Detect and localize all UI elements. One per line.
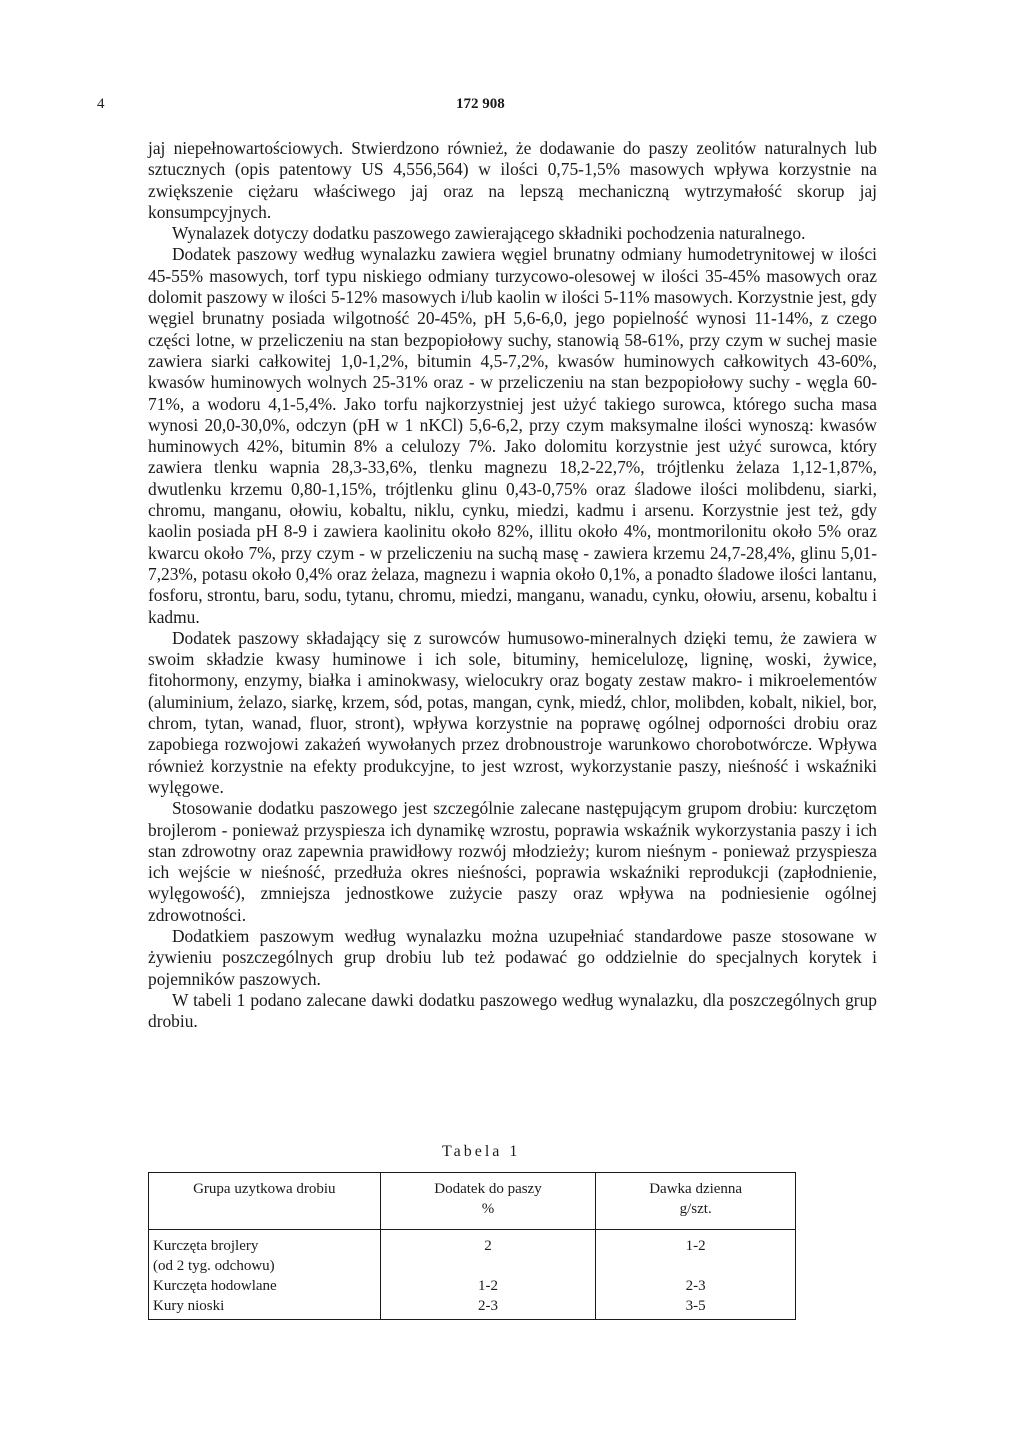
cell-group: Kury nioski <box>149 1296 381 1320</box>
cell-group: Kurczęta brojlery <box>149 1230 381 1257</box>
paragraph-1: jaj niepełnowartościowych. Stwierdzono również, że dodawanie do paszy zeolitów naturalnych lub sztucznych (opis patentowy US 4,556,564) w ilości 0,75-1,5% masowych wpływa korzystnie na zwiększenie ciężaru właściwego jaj oraz na lepszą mechaniczną wytrzymałość skorup jaj konsumpcyjnych. <box>148 138 877 222</box>
table-row <box>149 1296 796 1320</box>
page-number: 4 <box>97 96 105 112</box>
header-group: Grupa uzytkowa drobiu <box>149 1173 381 1230</box>
cell-dose <box>596 1256 796 1276</box>
cell-additive: 1-2 <box>380 1276 596 1296</box>
patent-number: 172 908 <box>456 96 505 112</box>
paragraph-4: Dodatek paszowy składający się z surowców humusowo-mineralnych dzięki temu, że zawiera w swoim składzie kwasy huminowe i ich sole, bituminy, hemicelulozę, ligninę, woski, żywice, fitohormony, enzymy, białka i aminokwasy, wielocukry oraz bogaty zestaw makro- i mikroelementów (aluminium, żelazo, siarkę, krzem, sód, potas, mangan, cynk, miedź, chlor, molibden, kobalt, nikiel, bor, chrom, tytan, wanad, fluor, stront), wpływa korzystnie na poprawę ogólnej odporności drobiu oraz zapobiega rozwojowi zakażeń wywołanych przez drobnoustroje warunkowo chorobotwórcze. Wpływa również korzystnie na efekty produkcyjne, to jest wzrost, wykorzystanie paszy, nieśność i wskaźniki wylęgowe. <box>148 627 877 797</box>
paragraph-2: Wynalazek dotyczy dodatku paszowego zawierającego składniki pochodzenia naturalnego. <box>172 223 806 244</box>
table-row <box>149 1276 796 1296</box>
cell-dose: 2-3 <box>596 1276 796 1296</box>
table-caption: Tabela 1 <box>442 1143 521 1160</box>
header-dose: Dawka dzienna g/szt. <box>596 1173 796 1230</box>
cell-dose: 3-5 <box>596 1296 796 1320</box>
table-row <box>149 1256 796 1276</box>
table-row <box>149 1230 796 1257</box>
cell-dose: 1-2 <box>596 1230 796 1257</box>
table-header-row <box>149 1173 796 1230</box>
paragraph-7: W tabeli 1 podano zalecane dawki dodatku paszowego według wynalazku, dla poszczególnych grup drobiu. <box>148 989 877 1032</box>
cell-group: (od 2 tyg. odchowu) <box>149 1256 381 1276</box>
body-text <box>148 138 877 1032</box>
paragraph-3: Dodatek paszowy według wynalazku zawiera węgiel brunatny odmiany humodetrynitowej w ilości 45-55% masowych, torf typu niskiego odmiany turzycowo-olesowej w ilości 35-45% masowych oraz dolomit paszowy w ilości 5-12% masowych i/lub kaolin w ilości 5-11% masowych. Korzystnie jest, gdy węgiel brunatny posiada wilgotność 20-45%, pH 5,6-6,0, jego popielność wynosi 11-14%, z czego części lotne, w przeliczeniu na stan bezpopiołowy suchy, stanowią 58-61%, przy czym w suchej masie zawiera siarki całkowitej 1,0-1,2%, bitumin 4,5-7,2%, kwasów huminowych całkowitych 43-60%, kwasów huminowych wolnych 25-31% oraz - w przeliczeniu na stan bezpopiołowy suchy - węgla 60-71%, a wodoru 4,1-5,4%. Jako torfu najkorzystniej jest użyć takiego surowca, którego sucha masa wynosi 20,0-30,0%, odczyn (pH w 1 nKCl) 5,6-6,2, przy czym maksymalne ilości wynoszą: kwasów huminowych 42%, bitumin 8% a celulozy 7%. Jako dolomitu korzystnie jest użyć surowca, który zawiera tlenku wapnia 28,3-33,6%, tlenku magnezu 18,2-22,7%, trójtlenku żelaza 1,12-1,87%, dwutlenku krzemu 0,80-1,15%, trójtlenku glinu 0,43-0,75% oraz śladowe ilości molibdenu, siarki, chromu, manganu, ołowiu, kobaltu, niklu, cynku, miedzi, kadmu i arsenu. Korzystnie jest też, gdy kaolin posiada pH 8-9 i zawiera kaolinitu około 82%, illitu około 4%, montmorilonitu około 5% oraz kwarcu około 7%, przy czym - w przeliczeniu na suchą masę - zawiera krzemu 24,7-28,4%, glinu 5,01-7,23%, potasu około 0,4% oraz żelaza, magnezu i wapnia około 0,1%, a ponadto śladowe ilości lantanu, fosforu, strontu, baru, sodu, tytanu, chromu, miedzi, manganu, wanadu, cynku, ołowiu, arsenu, kobaltu i kadmu. <box>148 244 877 627</box>
cell-additive <box>380 1256 596 1276</box>
paragraph-5: Stosowanie dodatku paszowego jest szczególnie zalecane następującym grupom drobiu: kurczętom brojlerom - ponieważ przyspiesza ich dynamikę wzrostu, poprawia wskaźnik wykorzystania paszy i ich stan zdrowotny oraz zapewnia prawidłowy rozwój młodzieży; kurom nieśnym - ponieważ przyspiesza ich wejście w nieśność, przedłuża okres nieśności, poprawia wskaźniki reprodukcji (zapłodnienie, wylęgowość), zmniejsza jednostkowe zużycie paszy oraz wpływa na podniesienie ogólnej zdrowotności. <box>148 798 877 925</box>
dosage-table <box>148 1172 796 1320</box>
paragraph-6: Dodatkiem paszowym według wynalazku można uzupełniać standardowe pasze stosowane w żywieniu poszczególnych grup drobiu lub też podawać go oddzielnie do specjalnych korytek i pojemników paszowych. <box>148 925 877 989</box>
cell-group: Kurczęta hodowlane <box>149 1276 381 1296</box>
header-additive: Dodatek do paszy % <box>380 1173 596 1230</box>
cell-additive: 2-3 <box>380 1296 596 1320</box>
cell-additive: 2 <box>380 1230 596 1257</box>
